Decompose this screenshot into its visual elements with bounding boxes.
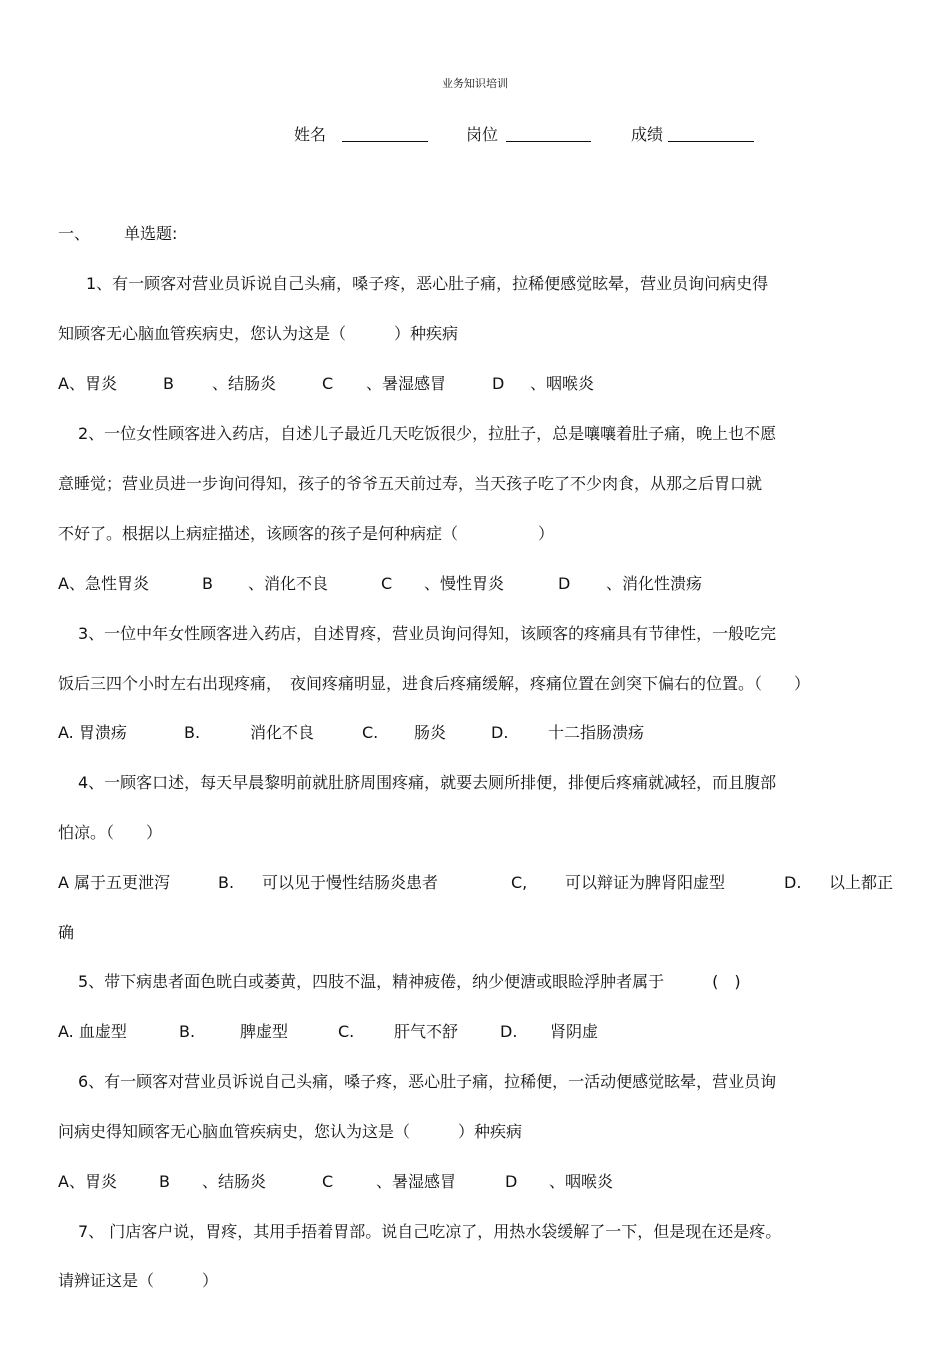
question-3-option-a: A. 胃溃疡: [58, 723, 127, 742]
question-7-line-2: 请辨证这是（ ）: [58, 1271, 219, 1290]
question-5-option-c-letter: C.: [338, 1022, 355, 1041]
question-3-line-2: 饭后三四个小时左右出现疼痛， 夜间疼痛明显，进食后疼痛缓解，疼痛位置在剑突下偏右的位置。（ ）: [58, 674, 811, 693]
question-4-option-b-text: 可以见于慢性结肠炎患者: [262, 873, 439, 892]
question-4-option-d-wrap: 确: [58, 923, 75, 942]
question-3-option-b-letter: B.: [184, 723, 201, 742]
question-5-option-a: A. 血虚型: [58, 1022, 127, 1041]
section-number: 一、: [58, 224, 91, 243]
question-2-line-1: 2、一位女性顾客进入药店，自述儿子最近几天吃饭很少，拉肚子，总是嚷嚷着肚子痛，晚上也不愿: [78, 424, 777, 443]
question-4-line-1: 4、一顾客口述，每天早晨黎明前就肚脐周围疼痛，就要去厕所排便，排便后疼痛就减轻，而且腹部: [78, 773, 777, 792]
question-1-option-c-text: 、暑湿感冒: [366, 374, 447, 393]
question-1-line-1: 1、有一顾客对营业员诉说自己头痛，嗓子疼，恶心肚子痛，拉稀便感觉眩晕，营业员询问病史得: [86, 274, 769, 293]
question-6-option-d-letter: D: [505, 1172, 518, 1191]
question-6-option-b-letter: B: [159, 1172, 170, 1191]
question-6-line-2: 问病史得知顾客无心脑血管疾病史，您认为这是（ ）种疾病: [58, 1122, 523, 1141]
section-title: 单选题:: [124, 224, 178, 243]
question-2-option-b-text: 、消化不良: [248, 574, 329, 593]
question-6-option-d-text: 、咽喉炎: [549, 1172, 614, 1191]
question-3-option-c-letter: C.: [362, 723, 379, 742]
question-1-option-b-text: 、结肠炎: [212, 374, 277, 393]
score-blank[interactable]: [668, 125, 754, 142]
question-5-option-d-text: 肾阴虚: [550, 1022, 599, 1041]
question-5-option-b-text: 脾虚型: [240, 1022, 289, 1041]
question-1-option-a: A、胃炎: [58, 374, 117, 393]
post-field-label: 岗位: [466, 125, 499, 144]
document-title: 业务知识培训: [442, 77, 508, 90]
question-1-option-c-letter: C: [322, 374, 334, 393]
question-1-option-d-text: 、咽喉炎: [530, 374, 595, 393]
question-3-option-d-text: 十二指肠溃疡: [548, 723, 645, 742]
question-2-line-2: 意睡觉；营业员进一步询问得知，孩子的爷爷五天前过寿，当天孩子吃了不少肉食，从那之后胃口就: [58, 474, 763, 493]
question-4-option-d-text: 以上都正: [829, 873, 894, 892]
question-5-option-b-letter: B.: [179, 1022, 196, 1041]
question-2-line-3: 不好了。根据以上病症描述，该顾客的孩子是何种病症（ ）: [58, 524, 555, 543]
question-1-option-d-letter: D: [492, 374, 505, 393]
question-3-option-d-letter: D.: [491, 723, 509, 742]
question-6-option-b-text: 、结肠炎: [202, 1172, 267, 1191]
question-7-line-1: 7、 门店客户说，胃疼，其用手捂着胃部。说自己吃凉了，用热水袋缓解了一下，但是现在还是疼。: [78, 1222, 782, 1241]
question-4-option-a: A 属于五更泄泻: [58, 873, 171, 892]
question-3-option-b-text: 消化不良: [250, 723, 315, 742]
question-4-option-c-letter: C,: [511, 873, 528, 892]
question-4-option-c-text: 可以辩证为脾肾阳虚型: [565, 873, 726, 892]
question-2-option-c-text: 、慢性胃炎: [424, 574, 505, 593]
question-3-option-c-text: 肠炎: [414, 723, 447, 742]
question-5-line-1: 5、带下病患者面色晄白或萎黄，四肢不温，精神疲倦，纳少便溏或眼睑浮肿者属于 ( ): [78, 972, 741, 991]
name-blank[interactable]: [342, 125, 428, 142]
question-2-option-d-letter: D: [558, 574, 571, 593]
question-2-option-c-letter: C: [381, 574, 393, 593]
question-2-option-d-text: 、消化性溃疡: [606, 574, 703, 593]
question-4-option-d-letter: D.: [784, 873, 802, 892]
question-4-line-2: 怕凉。（ ）: [58, 823, 163, 842]
name-field-label: 姓名: [294, 125, 327, 144]
question-1-line-2: 知顾客无心脑血管疾病史，您认为这是（ ）种疾病: [58, 324, 459, 343]
section-heading: [58, 224, 177, 244]
question-6-option-c-letter: C: [322, 1172, 334, 1191]
question-6-line-1: 6、有一顾客对营业员诉说自己头痛，嗓子疼，恶心肚子痛，拉稀便，一活动便感觉眩晕，营业员询: [78, 1072, 777, 1091]
question-2-option-a: A、急性胃炎: [58, 574, 149, 593]
question-5-option-d-letter: D.: [500, 1022, 518, 1041]
post-blank[interactable]: [506, 125, 591, 142]
question-3-line-1: 3、一位中年女性顾客进入药店，自述胃疼，营业员询问得知，该顾客的疼痛具有节律性，一般吃完: [78, 624, 777, 643]
question-2-option-b-letter: B: [202, 574, 213, 593]
question-1-option-b-letter: B: [163, 374, 174, 393]
question-6-option-c-text: 、暑湿感冒: [376, 1172, 457, 1191]
question-5-option-c-text: 肝气不舒: [394, 1022, 459, 1041]
question-4-option-b-letter: B.: [218, 873, 235, 892]
score-field-label: 成绩: [631, 125, 664, 144]
question-6-option-a: A、胃炎: [58, 1172, 117, 1191]
